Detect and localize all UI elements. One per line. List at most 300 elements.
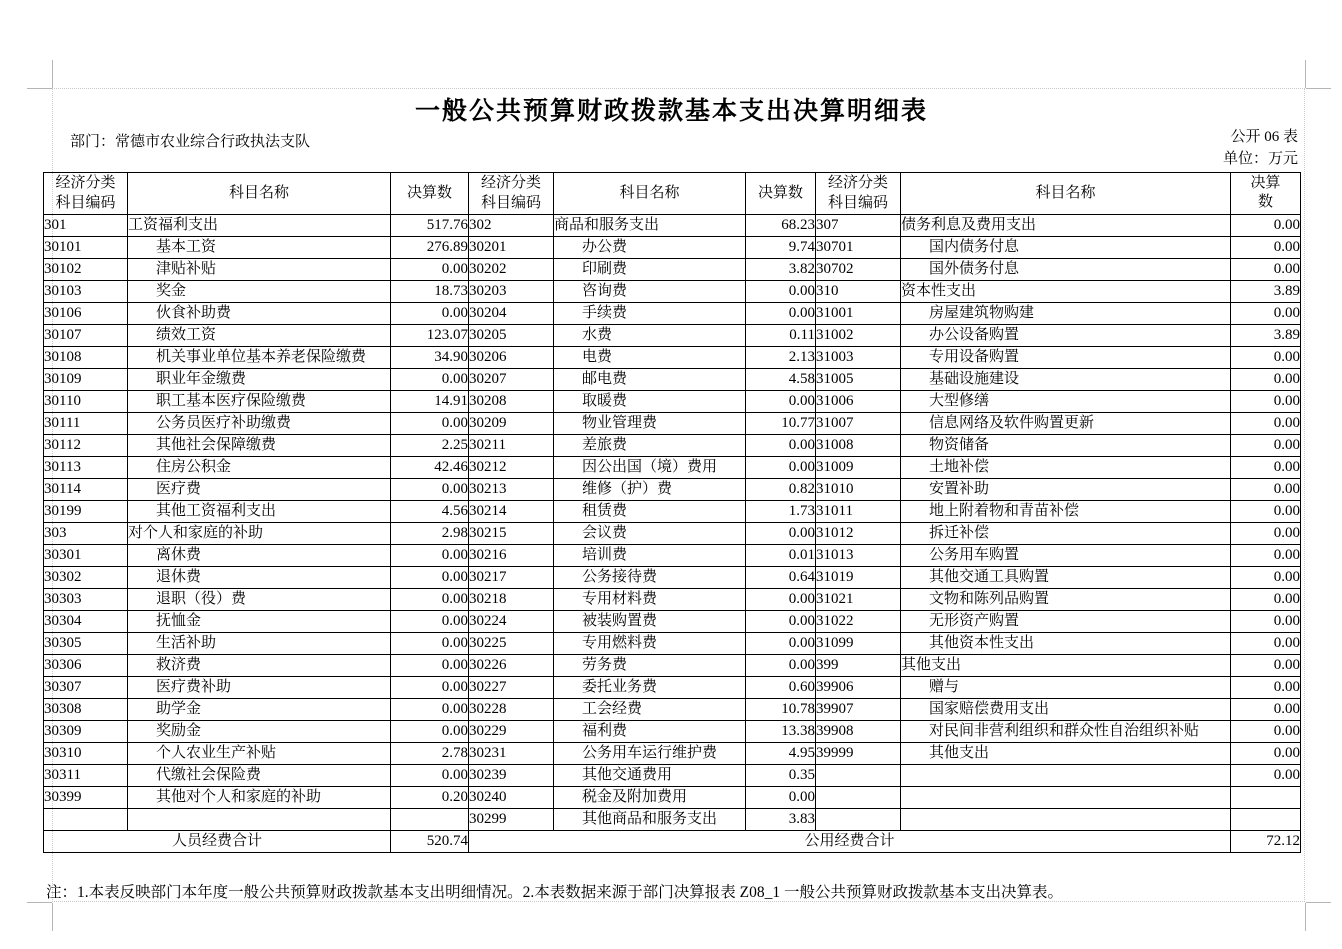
code-cell: 30114 [44,478,128,500]
value-cell: 0.00 [391,632,469,654]
table-row [44,368,1301,390]
name-cell: 职业年金缴费 [128,368,391,390]
page-title: 一般公共预算财政拨款基本支出决算明细表 [414,98,928,125]
value-cell [1231,808,1301,830]
value-cell: 0.00 [391,544,469,566]
code-cell: 30203 [469,280,554,302]
header-code-3: 经济分类科目编码 [816,173,901,215]
code-cell: 30224 [469,610,554,632]
name-cell [901,764,1231,786]
name-cell: 地上附着物和青苗补偿 [901,500,1231,522]
table-row [44,742,1301,764]
value-cell: 0.00 [391,412,469,434]
code-cell [816,764,901,786]
name-cell: 其他商品和服务支出 [554,808,746,830]
value-cell: 14.91 [391,390,469,412]
value-cell: 0.01 [746,544,816,566]
code-cell: 30207 [469,368,554,390]
name-cell: 商品和服务支出 [554,214,746,236]
value-cell: 0.00 [391,764,469,786]
table-row [44,566,1301,588]
name-cell: 专用燃料费 [554,632,746,654]
value-cell: 0.00 [391,566,469,588]
value-cell: 0.00 [391,610,469,632]
name-cell: 电费 [554,346,746,368]
value-cell: 517.76 [391,214,469,236]
table-meta [1223,126,1298,170]
value-cell: 4.58 [746,368,816,390]
code-cell: 30305 [44,632,128,654]
header-name-1: 科目名称 [128,173,391,215]
header-value-1: 决算数 [391,173,469,215]
name-cell: 维修（护）费 [554,478,746,500]
name-cell: 福利费 [554,720,746,742]
value-cell: 2.98 [391,522,469,544]
code-cell: 30310 [44,742,128,764]
value-cell: 0.00 [746,632,816,654]
value-cell: 3.83 [746,808,816,830]
name-cell: 公务用车购置 [901,544,1231,566]
name-cell: 咨询费 [554,280,746,302]
table-row [44,412,1301,434]
name-cell: 职工基本医疗保险缴费 [128,390,391,412]
name-cell: 公务用车运行维护费 [554,742,746,764]
name-cell: 离休费 [128,544,391,566]
value-cell: 0.64 [746,566,816,588]
name-cell: 租赁费 [554,500,746,522]
name-cell: 奖金 [128,280,391,302]
name-cell: 办公费 [554,236,746,258]
value-cell: 18.73 [391,280,469,302]
code-cell: 30239 [469,764,554,786]
table-row [44,456,1301,478]
name-cell: 其他交通费用 [554,764,746,786]
table-row [44,478,1301,500]
code-cell: 30208 [469,390,554,412]
table-row [44,610,1301,632]
table-row [44,676,1301,698]
code-cell: 30216 [469,544,554,566]
name-cell: 劳务费 [554,654,746,676]
code-cell: 30231 [469,742,554,764]
code-cell: 31005 [816,368,901,390]
value-cell: 0.00 [746,786,816,808]
code-cell: 30109 [44,368,128,390]
name-cell: 基础设施建设 [901,368,1231,390]
value-cell: 3.89 [1231,280,1301,302]
name-cell: 奖励金 [128,720,391,742]
value-cell: 0.00 [746,522,816,544]
code-cell: 31099 [816,632,901,654]
code-cell: 31003 [816,346,901,368]
name-cell: 抚恤金 [128,610,391,632]
name-cell [128,808,391,830]
code-cell: 30301 [44,544,128,566]
code-cell: 31022 [816,610,901,632]
name-cell: 专用设备购置 [901,346,1231,368]
code-cell: 30299 [469,808,554,830]
name-cell: 税金及附加费用 [554,786,746,808]
name-cell: 物业管理费 [554,412,746,434]
code-cell: 310 [816,280,901,302]
code-cell: 30303 [44,588,128,610]
table-row [44,698,1301,720]
code-cell: 31009 [816,456,901,478]
code-cell: 301 [44,214,128,236]
value-cell: 0.00 [746,390,816,412]
value-cell: 0.00 [391,368,469,390]
name-cell: 拆迁补偿 [901,522,1231,544]
value-cell: 0.00 [1231,610,1301,632]
code-cell: 31012 [816,522,901,544]
name-cell: 资本性支出 [901,280,1231,302]
value-cell: 3.89 [1231,324,1301,346]
value-cell: 0.00 [1231,236,1301,258]
code-cell: 30199 [44,500,128,522]
code-cell: 30107 [44,324,128,346]
code-cell: 30225 [469,632,554,654]
code-cell: 31006 [816,390,901,412]
table-header-row [44,173,1301,215]
value-cell: 0.00 [1231,456,1301,478]
value-cell: 2.25 [391,434,469,456]
code-cell: 30212 [469,456,554,478]
code-cell [44,808,128,830]
value-cell [391,808,469,830]
name-cell: 其他支出 [901,654,1231,676]
code-cell: 31010 [816,478,901,500]
code-cell: 303 [44,522,128,544]
name-cell: 被装购置费 [554,610,746,632]
name-cell: 安置补助 [901,478,1231,500]
value-cell: 0.00 [1231,500,1301,522]
name-cell: 大型修缮 [901,390,1231,412]
table-row [44,280,1301,302]
table-row [44,632,1301,654]
code-cell: 30213 [469,478,554,500]
code-cell: 31019 [816,566,901,588]
name-cell: 助学金 [128,698,391,720]
code-cell: 30702 [816,258,901,280]
name-cell: 专用材料费 [554,588,746,610]
value-cell: 3.82 [746,258,816,280]
name-cell: 办公设备购置 [901,324,1231,346]
name-cell: 取暖费 [554,390,746,412]
code-cell: 30201 [469,236,554,258]
value-cell: 0.82 [746,478,816,500]
name-cell: 国内债务付息 [901,236,1231,258]
name-cell: 手续费 [554,302,746,324]
value-cell: 0.00 [1231,566,1301,588]
name-cell: 无形资产购置 [901,610,1231,632]
value-cell: 0.00 [746,302,816,324]
value-cell: 0.00 [1231,302,1301,324]
value-cell: 13.38 [746,720,816,742]
name-cell: 退职（役）费 [128,588,391,610]
name-cell: 对个人和家庭的补助 [128,522,391,544]
code-cell: 30209 [469,412,554,434]
value-cell: 0.00 [391,258,469,280]
value-cell: 0.00 [1231,214,1301,236]
code-cell: 30106 [44,302,128,324]
code-cell: 30217 [469,566,554,588]
name-cell: 物资储备 [901,434,1231,456]
name-cell: 培训费 [554,544,746,566]
table-row [44,258,1301,280]
code-cell: 30102 [44,258,128,280]
name-cell: 国家赔偿费用支出 [901,698,1231,720]
header-code-2: 经济分类科目编码 [469,173,554,215]
name-cell: 其他社会保障缴费 [128,434,391,456]
value-cell: 0.00 [746,434,816,456]
value-cell: 0.00 [391,302,469,324]
name-cell: 代缴社会保险费 [128,764,391,786]
value-cell: 0.00 [1231,654,1301,676]
department-label: 部门：常德市农业综合行政执法支队 [70,134,311,150]
header-name-2: 科目名称 [554,173,746,215]
header-name-3: 科目名称 [901,173,1231,215]
table-row [44,236,1301,258]
name-cell: 其他对个人和家庭的补助 [128,786,391,808]
table-row [44,544,1301,566]
table-row [44,500,1301,522]
value-cell [1231,786,1301,808]
code-cell: 30205 [469,324,554,346]
code-cell: 30306 [44,654,128,676]
name-cell: 其他支出 [901,742,1231,764]
code-cell: 31007 [816,412,901,434]
name-cell: 其他资本性支出 [901,632,1231,654]
table-body [44,214,1301,830]
code-cell: 30110 [44,390,128,412]
name-cell: 公务员医疗补助缴费 [128,412,391,434]
code-cell: 30229 [469,720,554,742]
name-cell: 绩效工资 [128,324,391,346]
value-cell: 0.00 [746,610,816,632]
value-cell: 0.00 [1231,764,1301,786]
name-cell: 对民间非营利组织和群众性自治组织补贴 [901,720,1231,742]
value-cell: 0.00 [746,456,816,478]
code-cell: 399 [816,654,901,676]
value-cell: 0.00 [1231,368,1301,390]
name-cell: 差旅费 [554,434,746,456]
code-cell: 30308 [44,698,128,720]
header-value-3: 决算数 [1231,173,1301,215]
code-cell: 39907 [816,698,901,720]
code-cell: 30108 [44,346,128,368]
code-cell: 30304 [44,610,128,632]
value-cell: 0.00 [1231,742,1301,764]
name-cell: 邮电费 [554,368,746,390]
value-cell: 34.90 [391,346,469,368]
code-cell: 30701 [816,236,901,258]
table-row [44,764,1301,786]
code-cell: 30399 [44,786,128,808]
value-cell: 0.00 [1231,632,1301,654]
code-cell: 30206 [469,346,554,368]
value-cell: 276.89 [391,236,469,258]
table-row [44,390,1301,412]
code-cell: 30218 [469,588,554,610]
value-cell: 68.23 [746,214,816,236]
name-cell: 伙食补助费 [128,302,391,324]
code-cell: 30103 [44,280,128,302]
code-cell: 30228 [469,698,554,720]
name-cell: 医疗费 [128,478,391,500]
value-cell: 0.00 [1231,720,1301,742]
name-cell: 其他工资福利支出 [128,500,391,522]
table-row [44,346,1301,368]
value-cell: 123.07 [391,324,469,346]
code-cell: 30204 [469,302,554,324]
value-cell: 0.00 [1231,412,1301,434]
name-cell: 基本工资 [128,236,391,258]
name-cell: 住房公积金 [128,456,391,478]
value-cell: 0.11 [746,324,816,346]
name-cell: 房屋建筑物购建 [901,302,1231,324]
code-cell: 31002 [816,324,901,346]
code-cell: 39999 [816,742,901,764]
name-cell: 个人农业生产补贴 [128,742,391,764]
name-cell: 印刷费 [554,258,746,280]
name-cell: 其他交通工具购置 [901,566,1231,588]
name-cell: 因公出国（境）费用 [554,456,746,478]
name-cell: 国外债务付息 [901,258,1231,280]
value-cell: 0.00 [391,588,469,610]
name-cell: 救济费 [128,654,391,676]
code-cell: 39906 [816,676,901,698]
value-cell: 0.00 [1231,434,1301,456]
value-cell: 0.00 [391,478,469,500]
name-cell: 津贴补贴 [128,258,391,280]
value-cell: 0.20 [391,786,469,808]
code-cell: 31008 [816,434,901,456]
name-cell: 工会经费 [554,698,746,720]
name-cell: 退休费 [128,566,391,588]
table-row [44,588,1301,610]
value-cell: 42.46 [391,456,469,478]
value-cell: 0.00 [746,588,816,610]
value-cell: 0.00 [391,698,469,720]
code-cell: 31011 [816,500,901,522]
value-cell: 0.00 [1231,346,1301,368]
code-cell: 30113 [44,456,128,478]
table-footer-row [44,830,1301,852]
code-cell: 30240 [469,786,554,808]
table-row [44,808,1301,830]
personnel-total-value: 520.74 [391,830,469,852]
value-cell: 0.00 [1231,676,1301,698]
code-cell: 30111 [44,412,128,434]
code-cell: 30202 [469,258,554,280]
value-cell: 0.00 [1231,258,1301,280]
code-cell: 30214 [469,500,554,522]
code-cell: 30211 [469,434,554,456]
personnel-total-label: 人员经费合计 [44,830,391,852]
name-cell: 赠与 [901,676,1231,698]
value-cell: 0.60 [746,676,816,698]
value-cell: 10.78 [746,698,816,720]
table-row [44,720,1301,742]
name-cell: 债务利息及费用支出 [901,214,1231,236]
value-cell: 4.95 [746,742,816,764]
code-cell: 30101 [44,236,128,258]
code-cell: 30302 [44,566,128,588]
code-cell: 302 [469,214,554,236]
code-cell: 30309 [44,720,128,742]
value-cell: 9.74 [746,236,816,258]
code-cell: 31021 [816,588,901,610]
name-cell: 信息网络及软件购置更新 [901,412,1231,434]
value-cell: 2.13 [746,346,816,368]
code-cell: 30112 [44,434,128,456]
table-row [44,654,1301,676]
unit-label: 单位：万元 [1222,151,1298,167]
code-cell: 39908 [816,720,901,742]
name-cell [901,786,1231,808]
name-cell: 土地补偿 [901,456,1231,478]
code-cell: 30226 [469,654,554,676]
code-cell: 307 [816,214,901,236]
name-cell: 委托业务费 [554,676,746,698]
value-cell: 0.00 [391,676,469,698]
code-cell: 31001 [816,302,901,324]
value-cell: 0.00 [1231,478,1301,500]
name-cell: 生活补助 [128,632,391,654]
code-cell [816,808,901,830]
name-cell: 机关事业单位基本养老保险缴费 [128,346,391,368]
name-cell: 公务接待费 [554,566,746,588]
name-cell: 文物和陈列品购置 [901,588,1231,610]
value-cell: 1.73 [746,500,816,522]
public-total-value: 72.12 [1231,830,1301,852]
value-cell: 0.00 [1231,588,1301,610]
header-value-2: 决算数 [746,173,816,215]
code-cell: 30307 [44,676,128,698]
name-cell: 会议费 [554,522,746,544]
code-cell [816,786,901,808]
name-cell: 工资福利支出 [128,214,391,236]
table-row [44,324,1301,346]
value-cell: 10.77 [746,412,816,434]
value-cell: 0.00 [1231,698,1301,720]
code-cell: 31013 [816,544,901,566]
code-cell: 30215 [469,522,554,544]
name-cell: 医疗费补助 [128,676,391,698]
code-cell: 30311 [44,764,128,786]
value-cell: 2.78 [391,742,469,764]
table-note: 注：1.本表反映部门本年度一般公共预算财政拨款基本支出明细情况。2.本表数据来源于部门决算报表 Z08_1 一般公共预算财政拨款基本支出决算表。 [46,884,1063,901]
table-row [44,522,1301,544]
public-total-label: 公用经费合计 [469,830,1231,852]
table-row [44,434,1301,456]
code-cell: 30227 [469,676,554,698]
name-cell: 水费 [554,324,746,346]
value-cell: 0.00 [391,654,469,676]
value-cell: 0.35 [746,764,816,786]
value-cell: 0.00 [1231,544,1301,566]
value-cell: 4.56 [391,500,469,522]
table-row [44,214,1301,236]
value-cell: 0.00 [746,280,816,302]
value-cell: 0.00 [1231,522,1301,544]
table-number: 公开 06 表 [1230,129,1298,145]
header-code-1: 经济分类科目编码 [44,173,128,215]
name-cell [901,808,1231,830]
table-row [44,302,1301,324]
table-row [44,786,1301,808]
expenditure-table [43,172,1301,853]
